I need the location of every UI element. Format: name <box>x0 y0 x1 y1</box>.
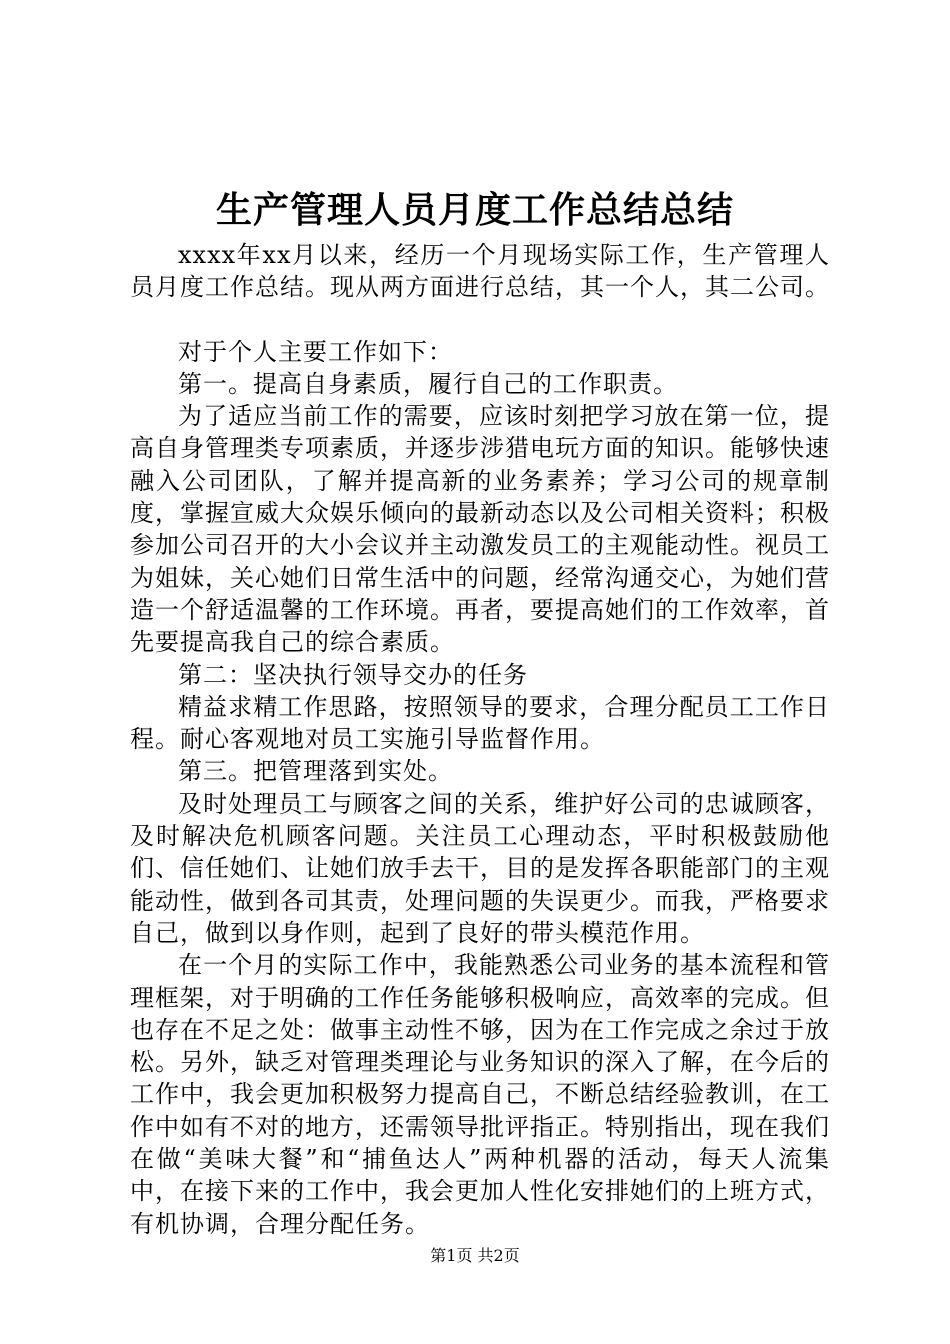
point-one-body: 为了适应当前工作的需要，应该时刻把学习放在第一位，提高自身管理类专项素质，并逐步涉猎电玩方面的知识。能够快速融入公司团队，了解并提高新的业务素养；学习公司的规章制度，掌握宣威大众娱乐倾向的最新动态以及公司相关资料；积极参加公司召开的大小会议并主动激发员工的主观能动性。视员工为姐妹，关心她们日常生活中的问题，经常沟通交心，为她们营造一个舒适温馨的工作环境。再者，要提高她们的工作效率，首先要提高我自己的综合素质。 <box>130 402 830 657</box>
document-body <box>130 239 830 1240</box>
point-three-heading: 第三。把管理落到实处。 <box>178 757 453 786</box>
document-title: 生产管理人员月度工作总结总结 <box>215 189 734 231</box>
point-two-heading: 第二：坚决执行领导交办的任务 <box>178 660 528 689</box>
intro-paragraph: xxxx年xx月以来，经历一个月现场实际工作，生产管理人员月度工作总结。现从两方面进行总结，其一个人，其二公司。 <box>130 241 830 302</box>
point-two-body: 精益求精工作思路，按照领导的要求，合理分配员工工作日程。耐心客观地对员工实施引导监督作用。 <box>130 692 830 754</box>
summary-paragraph: 在一个月的实际工作中，我能熟悉公司业务的基本流程和管理框架，对于明确的工作任务能够积极响应，高效率的完成。但也存在不足之处：做事主动性不够，因为在工作完成之余过于放松。另外，缺乏对管理类理论与业务知识的深入了解，在今后的工作中，我会更加积极努力提高自己，不断总结经验教训，在工作中如有不对的地方，还需领导批评指正。特别指出，现在我们在做“美味大餐”和“捕鱼达人”两种机器的活动，每天人流集中，在接下来的工作中，我会更加人性化安排她们的上班方式，有机协调，合理分配任务。 <box>130 951 830 1238</box>
section-heading-personal: 对于个人主要工作如下： <box>178 337 453 366</box>
point-three-body: 及时处理员工与顾客之间的关系，维护好公司的忠诚顾客，及时解决危机顾客问题。关注员工心理动态，平时积极鼓励他们、信任她们、让她们放手去干，目的是发挥各职能部门的主观能动性，做到各司其责，处理问题的失误更少。而我，严格要求自己，做到以身作则，起到了良好的带头模范作用。 <box>130 789 830 947</box>
point-one-heading: 第一。提高自身素质，履行自己的工作职责。 <box>178 369 678 398</box>
page-number-footer: 第1页 共2页 <box>430 1246 520 1265</box>
